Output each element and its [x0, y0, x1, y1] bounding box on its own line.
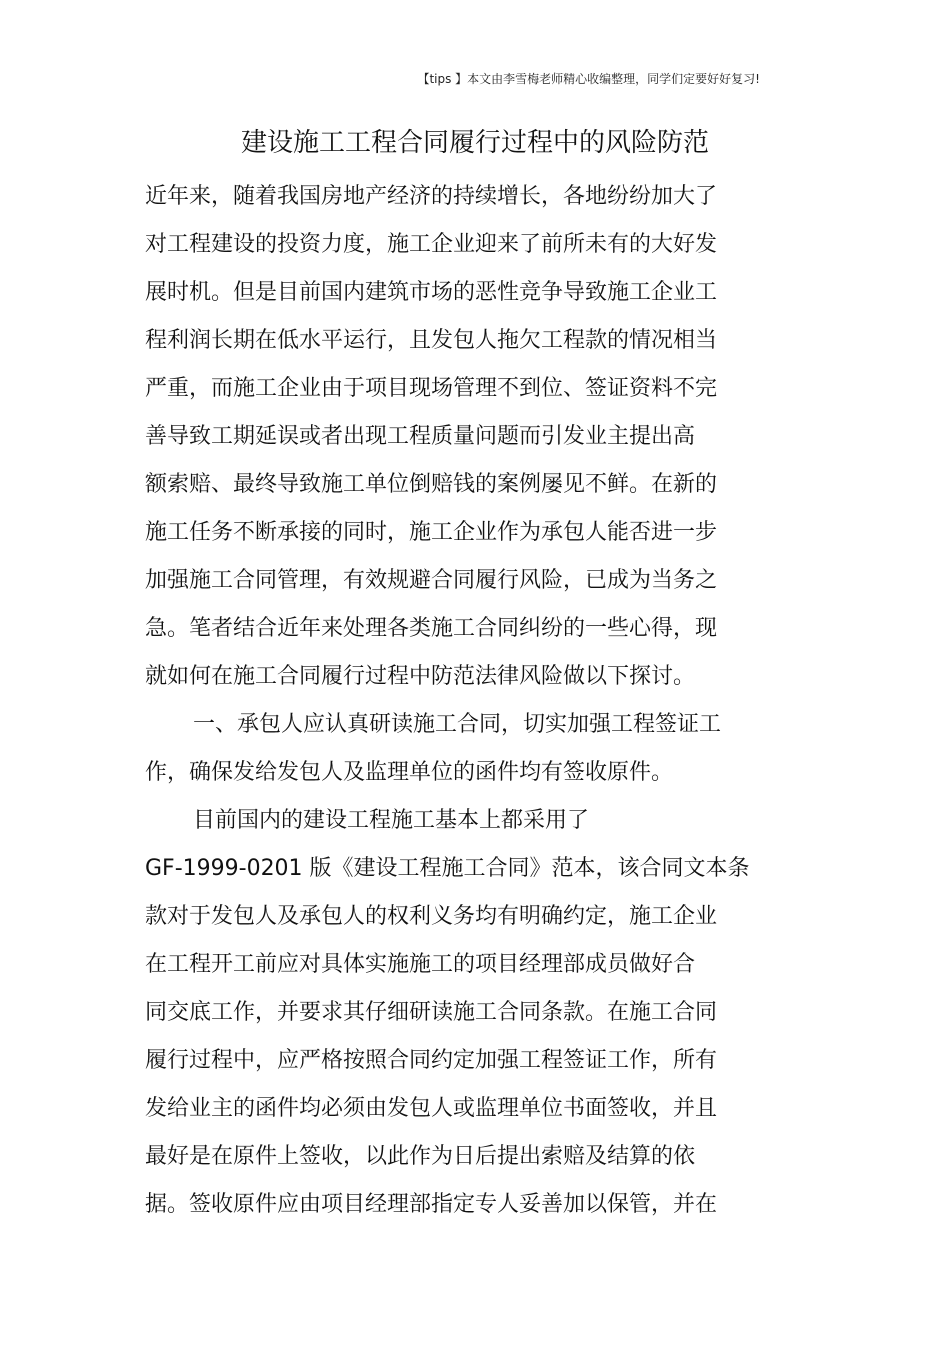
- body-line: 发给业主的函件均必须由发包人或监理单位书面签收，并且: [145, 1096, 718, 1121]
- body-line: 展时机。但是目前国内建筑市场的恶性竞争导致施工企业工: [145, 280, 718, 305]
- body-line: GF-1999-0201 版《建设工程施工合同》范本，该合同文本条: [145, 856, 750, 881]
- body-line: 最好是在原件上签收，以此作为日后提出索赔及结算的依: [145, 1144, 696, 1169]
- body-line: 对工程建设的投资力度，施工企业迎来了前所未有的大好发: [145, 232, 718, 257]
- body-line: 加强施工合同管理，有效规避合同履行风险，已成为当务之: [145, 568, 718, 593]
- body-line: 同交底工作，并要求其仔细研读施工合同条款。在施工合同: [145, 1000, 718, 1025]
- body-line: 就如何在施工合同履行过程中防范法律风险做以下探讨。: [145, 664, 696, 689]
- body-line: 目前国内的建设工程施工基本上都采用了: [193, 808, 590, 833]
- document-title: 建设施工工程合同履行过程中的风险防范: [240, 128, 709, 158]
- body-line: 额索赔、最终导致施工单位倒赔钱的案例屡见不鲜。在新的: [145, 472, 718, 497]
- section-heading-line: 作，确保发给发包人及监理单位的函件均有签收原件。: [145, 760, 674, 785]
- body-line: 履行过程中，应严格按照合同约定加强工程签证工作，所有: [145, 1048, 718, 1073]
- section-heading-line: 一、承包人应认真研读施工合同，切实加强工程签证工: [193, 712, 722, 737]
- header-tip: 【tips 】本文由李雪梅老师精心收编整理，同学们定要好好复习!: [417, 72, 760, 86]
- body-line: 据。签收原件应由项目经理部指定专人妥善加以保管，并在: [145, 1192, 718, 1217]
- body-line: 近年来，随着我国房地产经济的持续增长，各地纷纷加大了: [145, 184, 718, 209]
- document-body: [145, 173, 785, 1229]
- body-line: 款对于发包人及承包人的权利义务均有明确约定，施工企业: [145, 904, 718, 929]
- body-line: 施工任务不断承接的同时，施工企业作为承包人能否进一步: [145, 520, 718, 545]
- body-line: 程利润长期在低水平运行，且发包人拖欠工程款的情况相当: [145, 328, 718, 353]
- body-line: 严重，而施工企业由于项目现场管理不到位、签证资料不完: [145, 376, 718, 401]
- body-line: 善导致工期延误或者出现工程质量问题而引发业主提出高: [145, 424, 696, 449]
- body-line: 在工程开工前应对具体实施施工的项目经理部成员做好合: [145, 952, 696, 977]
- body-line: 急。笔者结合近年来处理各类施工合同纠纷的一些心得，现: [145, 616, 718, 641]
